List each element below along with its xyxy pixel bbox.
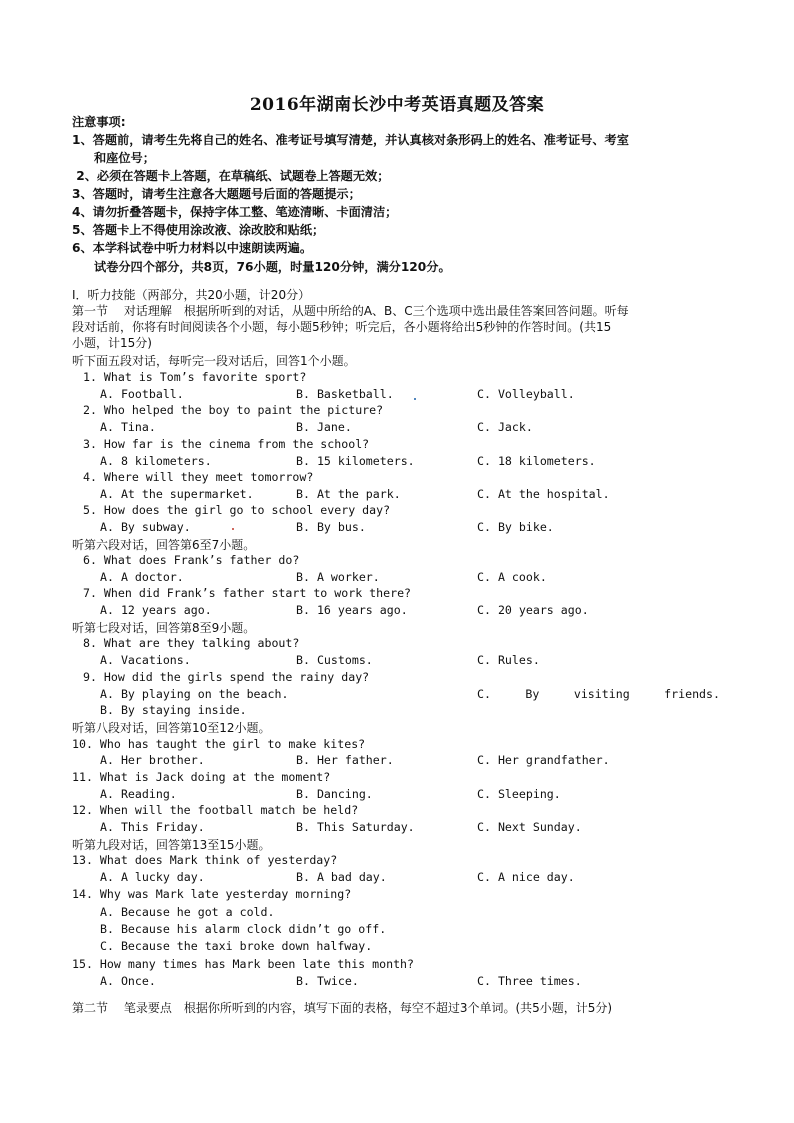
notice-item [72,203,732,221]
option-c: C. Jack. [477,420,533,434]
question-stem: 9. How did the girls spend the rainy day? [76,670,370,684]
part1-heading: I．听力技能（两部分，共20小题，计20分） [72,288,311,302]
option-a: A. Vacations. [100,653,191,667]
option-b: B. Twice. [296,974,359,988]
option-a: A. Because he got a cold. [100,905,275,919]
option-b: B. Jane. [296,420,352,434]
notice-item-text: 请勿折叠答题卡，保持字体工整、笔迹清晰、卡面清洁； [92,205,398,219]
notice-item-number: 4、 [72,205,93,219]
question-stem: 11. What is Jack doing at the moment? [72,770,331,784]
option-b: B. 16 years ago. [296,603,408,617]
option-c: C. At the hospital. [477,487,610,501]
section1-instructions-line1: 第一节 对话理解 根据所听到的对话，从题中所给的A、B、C三个选项中选出最佳答案回答问题。听每 [72,304,629,318]
stray-dot-mark [414,398,416,400]
question-stem: 3. How far is the cinema from the school? [76,437,370,451]
notice-item-number: 6、 [72,241,93,255]
option-c: C. Next Sunday. [477,820,582,834]
option-c: C. A nice day. [477,870,575,884]
question-stem: 8. What are they talking about? [76,636,300,650]
option-c: C. Three times. [477,974,582,988]
option-b: B. Because his alarm clock didn’t go off. [100,922,387,936]
option-b: B. A worker. [296,570,380,584]
option-c: C. Rules. [477,653,540,667]
option-a: A. By playing on the beach. [100,687,289,701]
option-b: B. By staying inside. [100,703,247,717]
option-c: C. By bike. [477,520,554,534]
notice-item-number: 5、 [72,223,93,237]
notice-item-number: 3、 [72,187,93,201]
option-b: B. Customs. [296,653,373,667]
page-title: 2016年湖南长沙中考英语真题及答案 [249,95,545,115]
option-a: A. Football. [100,387,184,401]
question-stem: 15. How many times has Mark been late this month? [72,957,415,971]
option-b: B. At the park. [296,487,401,501]
dialogue-intro: 听下面五段对话，每听完一段对话后，回答1个小题。 [72,354,356,368]
notice-item-text: 必须在答题卡上答题，在草稿纸、试题卷上答题无效； [96,169,390,183]
exam-summary: 试卷分四个部分，共8页，76小题，时量120分钟，满分120分。 [94,260,451,274]
question-stem: 6. What does Frank’s father do? [76,553,300,567]
option-b: B. Basketball. [296,387,394,401]
section1-instructions-line2: 段对话前，你将有时间阅读各个小题，每小题5秒钟；听完后，各小题将给出5秒钟的作答时间。(共15 [72,320,612,334]
option-b: B. A bad day. [296,870,387,884]
option-a: A. Her brother. [100,753,205,767]
question-stem: 2. Who helped the boy to paint the picture? [76,403,384,417]
notice-item [72,131,732,149]
question-stem: 10. Who has taught the girl to make kites? [72,737,366,751]
option-a: A. By subway. [100,520,191,534]
option-a: A. At the supermarket. [100,487,254,501]
option-a: A. 12 years ago. [100,603,212,617]
notice-item [72,221,732,239]
option-a: A. 8 kilometers. [100,454,212,468]
notice-item-text: 答题卡上不得使用涂改液、涂改胶和贴纸； [92,223,325,237]
notice-block [72,113,732,276]
option-a: A. A doctor. [100,570,184,584]
option-c: C. 20 years ago. [477,603,589,617]
stray-dot-mark [232,528,234,530]
option-a: A. A lucky day. [100,870,205,884]
dialogue-intro: 听第七段对话，回答第8至9小题。 [72,621,256,635]
notice-item [72,239,732,257]
question-stem: 7. When did Frank’s father start to work there? [76,586,412,600]
option-c: C. By visiting friends. [477,687,720,701]
option-b: B. Dancing. [296,787,373,801]
option-c: C. Because the taxi broke down halfway. [100,939,373,953]
notice-heading: 注意事项: [72,115,126,129]
section2-instructions: 第二节 笔录要点 根据你所听到的内容，填写下面的表格，每空不超过3个单词。(共5小题，计5分) [72,1001,613,1015]
option-a: A. Reading. [100,787,177,801]
notice-item [72,167,732,185]
notice-item-continuation: 和座位号； [94,151,155,165]
question-stem: 12. When will the football match be held? [72,803,359,817]
option-a: A. Once. [100,974,156,988]
option-a: A. This Friday. [100,820,205,834]
question-stem: 4. Where will they meet tomorrow? [76,470,314,484]
notice-item-number: 2、 [76,169,97,183]
option-b: B. Her father. [296,753,394,767]
option-c: C. Her grandfather. [477,753,610,767]
option-a: A. Tina. [100,420,156,434]
dialogue-intro: 听第六段对话，回答第6至7小题。 [72,538,256,552]
option-c: C. 18 kilometers. [477,454,596,468]
notice-item-text: 本学科试卷中听力材料以中速朗读两遍。 [92,241,313,255]
dialogue-intro: 听第九段对话，回答第13至15小题。 [72,838,271,852]
question-stem: 14. Why was Mark late yesterday morning? [72,887,352,901]
section1-instructions-line3: 小题，计15分) [72,336,152,350]
option-b: B. 15 kilometers. [296,454,415,468]
notice-item-text: 答题前，请考生先将自己的姓名、准考证号填写清楚，并认真核对条形码上的姓名、准考证号、考室 [92,133,629,147]
option-b: B. By bus. [296,520,366,534]
dialogue-intro: 听第八段对话，回答第10至12小题。 [72,721,271,735]
question-stem: 13. What does Mark think of yesterday? [72,853,338,867]
notice-item-number: 1、 [72,133,93,147]
question-stem: 1. What is Tom’s favorite sport? [76,370,307,384]
option-b: B. This Saturday. [296,820,415,834]
option-c: C. Volleyball. [477,387,575,401]
question-stem: 5. How does the girl go to school every day? [76,503,391,517]
option-c: C. Sleeping. [477,787,561,801]
notice-item-text: 答题时，请考生注意各大题题号后面的答题提示； [92,187,361,201]
option-c: C. A cook. [477,570,547,584]
notice-item [72,185,732,203]
